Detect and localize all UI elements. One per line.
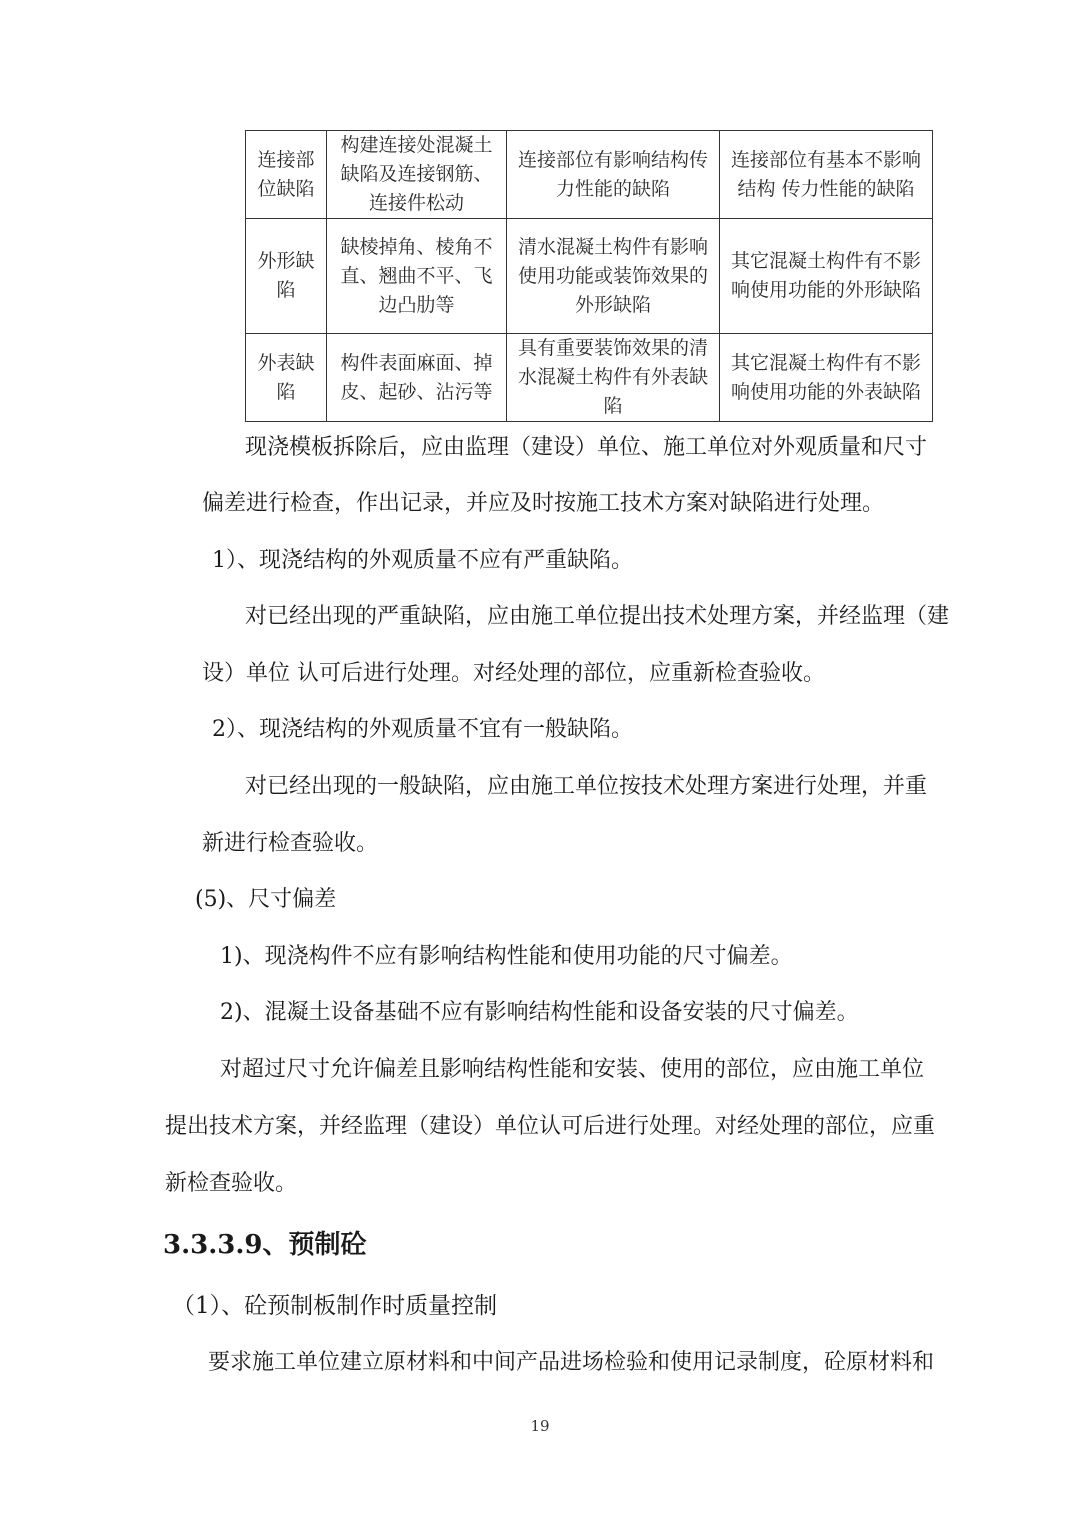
paragraph-line: 要求施工单位建立原材料和中间产品进场检验和使用记录制度，砼原材料和 — [208, 1350, 935, 1375]
paragraph-line: 新进行检查验收。 — [202, 831, 379, 856]
table-cell: 外表缺陷 — [246, 334, 327, 422]
paragraph-line: 提出技术方案，并经监理（建设）单位认可后进行处理。对经处理的部位，应重 — [165, 1114, 936, 1139]
paragraph-line: 新检查验收。 — [165, 1171, 298, 1196]
defect-table — [245, 130, 933, 422]
table-cell: 构件表面麻面、掉皮、起砂、沾污等 — [327, 334, 507, 422]
paragraph-line: 对超过尺寸允许偏差且影响结构性能和安装、使用的部位，应由施工单位 — [220, 1057, 925, 1082]
table-cell: 其它混凝土构件有不影响使用功能的外形缺陷 — [720, 219, 933, 334]
table-cell: 连接部位缺陷 — [246, 131, 327, 219]
paragraph-line: 对已经出现的一般缺陷，应由施工单位按技术处理方案进行处理，并重 — [245, 774, 928, 799]
list-item: 1)、现浇构件不应有影响结构性能和使用功能的尺寸偏差。 — [220, 944, 793, 969]
paragraph-line: 设）单位 认可后进行处理。对经处理的部位，应重新检查验收。 — [202, 661, 825, 686]
table-cell: 外形缺陷 — [246, 219, 327, 334]
table-cell: 清水混凝土构件有影响使用功能或装饰效果的外形缺陷 — [507, 219, 720, 334]
table-row — [246, 334, 933, 422]
subsection-label: (5)、尺寸偏差 — [195, 887, 337, 912]
table-row — [246, 219, 933, 334]
page-number: 19 — [530, 1417, 550, 1435]
subheading: （1）、砼预制板制作时质量控制 — [172, 1293, 498, 1319]
table-cell: 缺棱掉角、棱角不直、翘曲不平、飞边凸肋等 — [327, 219, 507, 334]
list-item: 1）、现浇结构的外观质量不应有严重缺陷。 — [212, 548, 633, 573]
table-cell: 连接部位有基本不影响结构 传力性能的缺陷 — [720, 131, 933, 219]
paragraph-line: 偏差进行检查，作出记录，并应及时按施工技术方案对缺陷进行处理。 — [202, 491, 885, 516]
paragraph-line: 对已经出现的严重缺陷，应由施工单位提出技术处理方案，并经监理（建 — [245, 604, 950, 629]
table-cell: 连接部位有影响结构传力性能的缺陷 — [507, 131, 720, 219]
paragraph-line: 现浇模板拆除后，应由监理（建设）单位、施工单位对外观质量和尺寸 — [245, 435, 928, 460]
table-cell: 具有重要装饰效果的清水混凝土构件有外表缺陷 — [507, 334, 720, 422]
table-cell: 其它混凝土构件有不影响使用功能的外表缺陷 — [720, 334, 933, 422]
table-cell: 构建连接处混凝土缺陷及连接钢筋、连接件松动 — [327, 131, 507, 219]
table-row — [246, 131, 933, 219]
list-item: 2)、混凝土设备基础不应有影响结构性能和设备安装的尺寸偏差。 — [220, 1000, 859, 1025]
section-heading: 3.3.3.9、预制砼 — [163, 1230, 367, 1260]
list-item: 2）、现浇结构的外观质量不宜有一般缺陷。 — [212, 717, 633, 742]
